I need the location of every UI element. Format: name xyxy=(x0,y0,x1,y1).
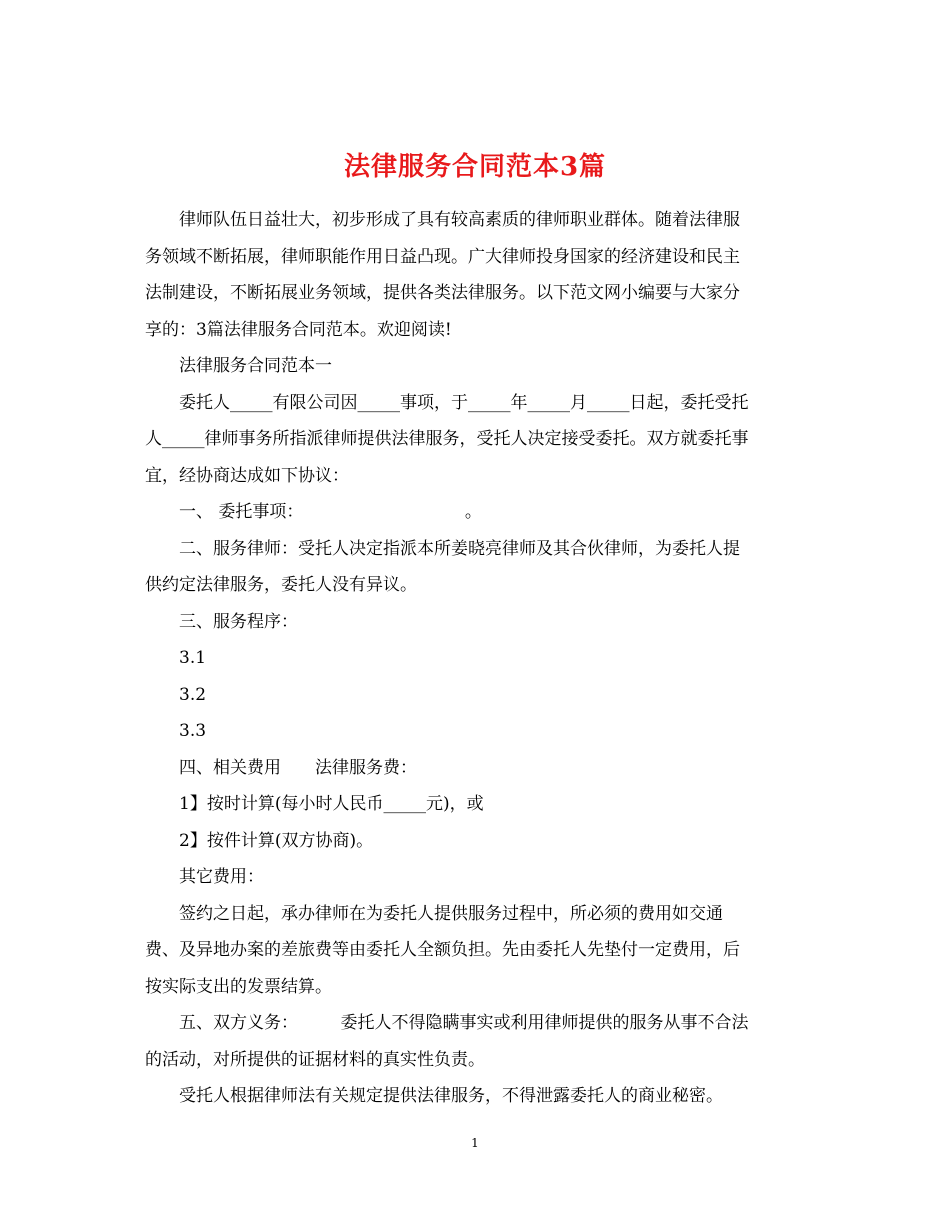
clause-line: 3.1 xyxy=(145,648,207,668)
document-title: 法律服务合同范本3篇 xyxy=(343,152,607,183)
clause-line: 四、相关费用 法律服务费： xyxy=(145,758,417,778)
paragraph-line: 务领域不断拓展，律师职能作用日益凸现。广大律师投身国家的经济建设和民主 xyxy=(145,247,740,267)
paragraph-line: 人_____律师事务所指派律师提供法律服务，受托人决定接受委托。双方就委托事 xyxy=(145,429,749,449)
clause-line: 1】按时计算(每小时人民币_____元)，或 xyxy=(145,794,484,814)
clause-line: 2】按件计算(双方协商)。 xyxy=(145,831,374,851)
paragraph-line: 费、及异地办案的差旅费等由委托人全额负担。先由委托人先垫付一定费用，后 xyxy=(145,940,740,960)
clause-line: 3.3 xyxy=(145,721,207,741)
paragraph-line: 的活动，对所提供的证据材料的真实性负责。 xyxy=(145,1050,485,1070)
clause-line: 五、双方义务： 委托人不得隐瞒事实或利用律师提供的服务从事不合法 xyxy=(145,1013,749,1033)
paragraph-line: 委托人_____有限公司因_____事项，于_____年_____月_____日起，委托受托 xyxy=(145,393,749,413)
section-heading: 法律服务合同范本一 xyxy=(145,356,332,376)
clause-line: 3.2 xyxy=(145,685,207,705)
paragraph-line: 受托人根据律师法有关规定提供法律服务，不得泄露委托人的商业秘密。 xyxy=(145,1086,723,1106)
paragraph-line: 宜，经协商达成如下协议： xyxy=(145,466,349,486)
paragraph-line: 按实际支出的发票结算。 xyxy=(145,977,332,997)
clause-line: 二、服务律师：受托人决定指派本所姜晓亮律师及其合伙律师，为委托人提 xyxy=(145,539,740,559)
paragraph-line: 享的：3篇法律服务合同范本。欢迎阅读! xyxy=(145,320,452,340)
clause-line: 供约定法律服务，委托人没有异议。 xyxy=(145,575,417,595)
paragraph-line: 律师队伍日益壮大，初步形成了具有较高素质的律师职业群体。随着法律服 xyxy=(145,210,740,230)
clause-line: 其它费用： xyxy=(145,867,264,887)
page-number: 1 xyxy=(471,1136,479,1150)
paragraph-line: 法制建设，不断拓展业务领域，提供各类法律服务。以下范文网小编要与大家分 xyxy=(145,283,740,303)
paragraph-line: 签约之日起，承办律师在为委托人提供服务过程中，所必须的费用如交通 xyxy=(145,904,723,924)
clause-line: 一、 委托事项： 。 xyxy=(145,502,482,522)
clause-line: 三、服务程序： xyxy=(145,612,298,632)
